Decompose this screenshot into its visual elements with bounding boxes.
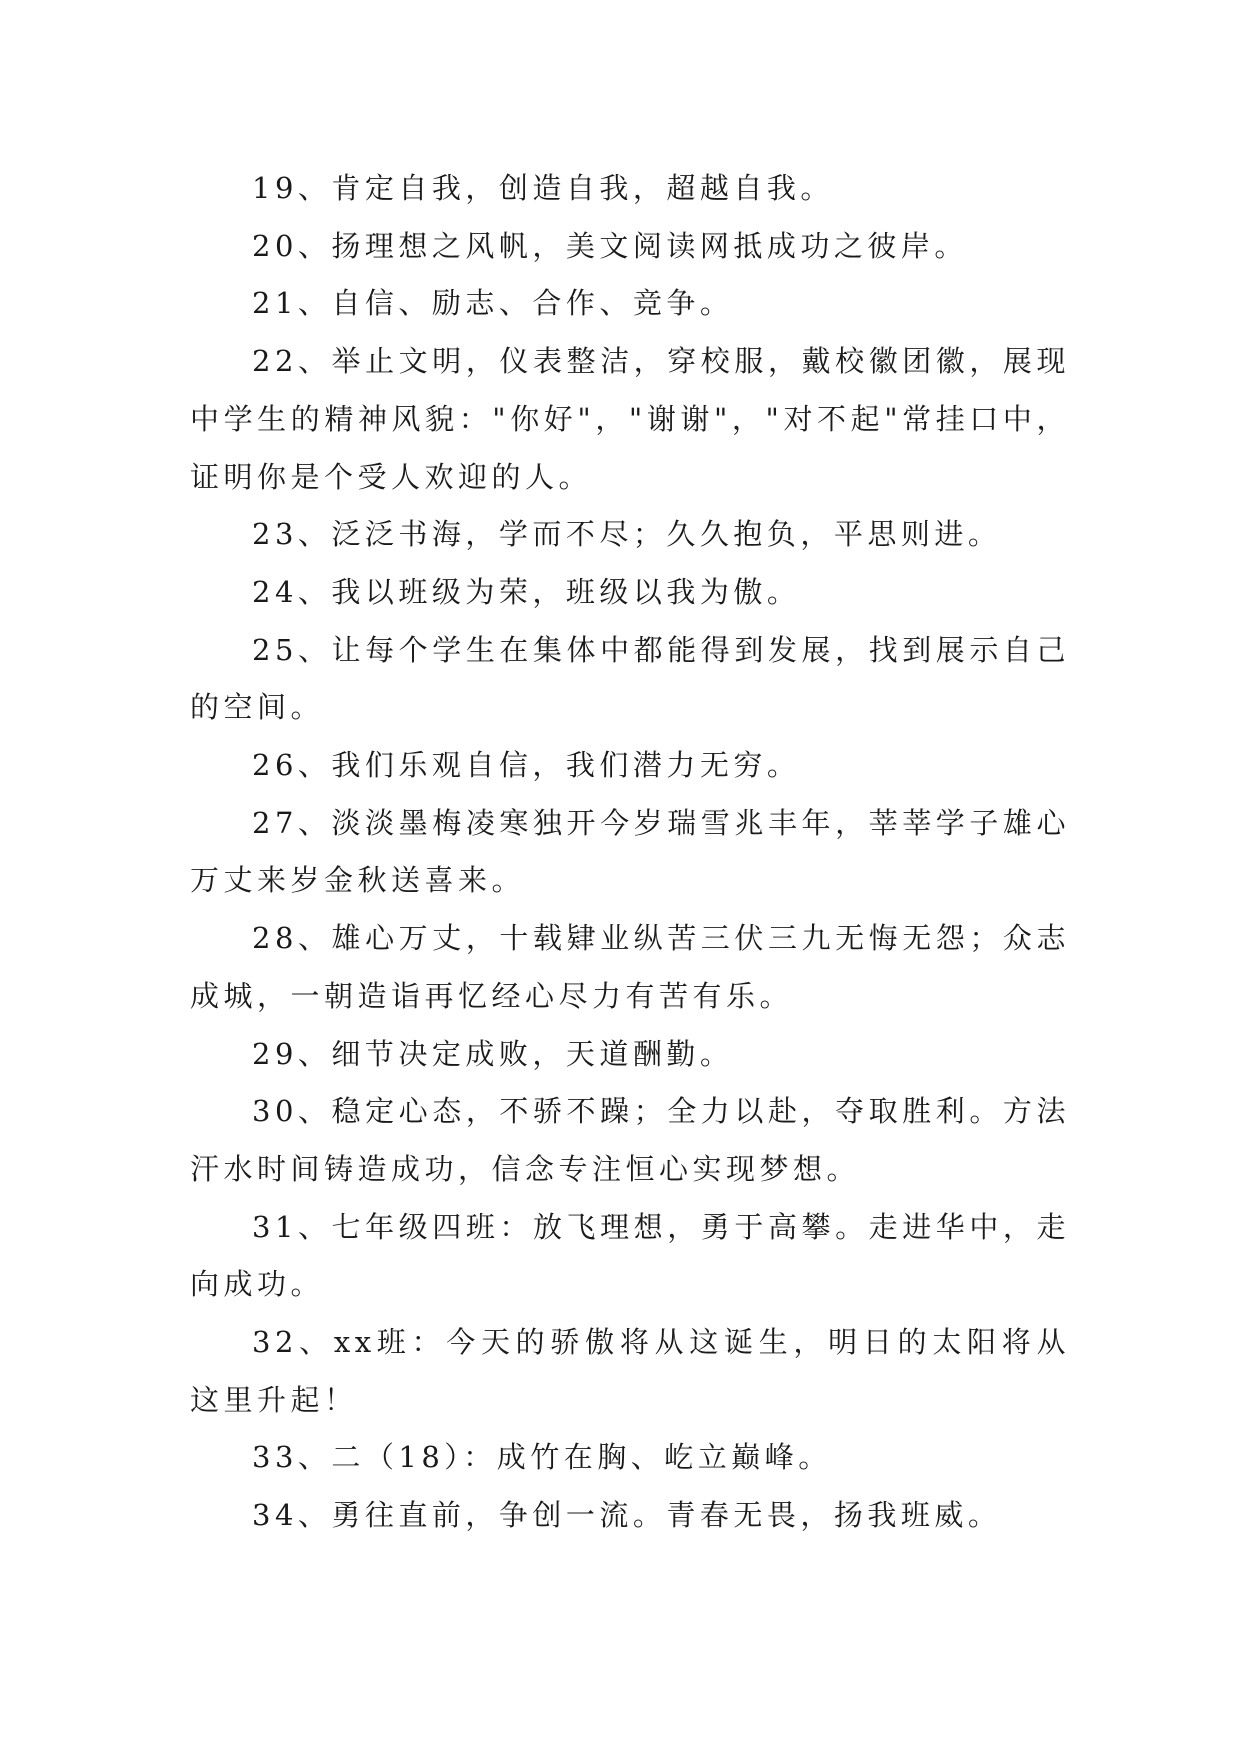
slogan-paragraph: 30、稳定心态，不骄不躁；全力以赴，夺取胜利。方法汗水时间铸造成功，信念专注恒心实现梦想。 bbox=[190, 1094, 1070, 1186]
slogan-paragraph: 23、泛泛书海，学而不尽；久久抱负，平思则进。 bbox=[252, 517, 1002, 552]
slogan-paragraph: 29、细节决定成败，天道酬勤。 bbox=[252, 1036, 734, 1071]
slogan-paragraph: 27、淡淡墨梅凌寒独开今岁瑞雪兆丰年，莘莘学子雄心万丈来岁金秋送喜来。 bbox=[190, 805, 1070, 898]
slogan-paragraph: 34、勇往直前，争创一流。青春无畏，扬我班威。 bbox=[252, 1498, 1002, 1533]
slogan-paragraph: 21、自信、励志、合作、竞争。 bbox=[252, 286, 734, 321]
slogan-paragraph: 32、xx班：今天的骄傲将从这诞生，明日的太阳将从这里升起！ bbox=[190, 1325, 1070, 1417]
document-body bbox=[190, 160, 1070, 1545]
slogan-paragraph: 20、扬理想之风帆，美文阅读网抵成功之彼岸。 bbox=[252, 228, 968, 263]
slogan-paragraph: 25、让每个学生在集体中都能得到发展，找到展示自己的空间。 bbox=[190, 632, 1070, 725]
slogan-paragraph: 33、二（18）：成竹在胸、屹立巅峰。 bbox=[252, 1440, 832, 1475]
slogan-paragraph: 26、我们乐观自信，我们潜力无穷。 bbox=[252, 748, 801, 783]
slogan-paragraph: 19、肯定自我，创造自我，超越自我。 bbox=[252, 171, 834, 205]
slogan-paragraph: 24、我以班级为荣，班级以我为傲。 bbox=[252, 574, 801, 609]
slogan-paragraph: 28、雄心万丈，十载肄业纵苦三伏三九无悔无怨；众志成城，一朝造诣再忆经心尽力有苦有乐。 bbox=[190, 921, 1070, 1013]
slogan-paragraph: 31、七年级四班：放飞理想，勇于高攀。走进华中，走向成功。 bbox=[190, 1209, 1070, 1302]
slogan-paragraph: 22、举止文明，仪表整洁，穿校服，戴校徽团徽，展现中学生的精神风貌："你好"，"谢谢"，"对不起"常挂口中，证明你是个受人欢迎的人。 bbox=[190, 344, 1070, 494]
